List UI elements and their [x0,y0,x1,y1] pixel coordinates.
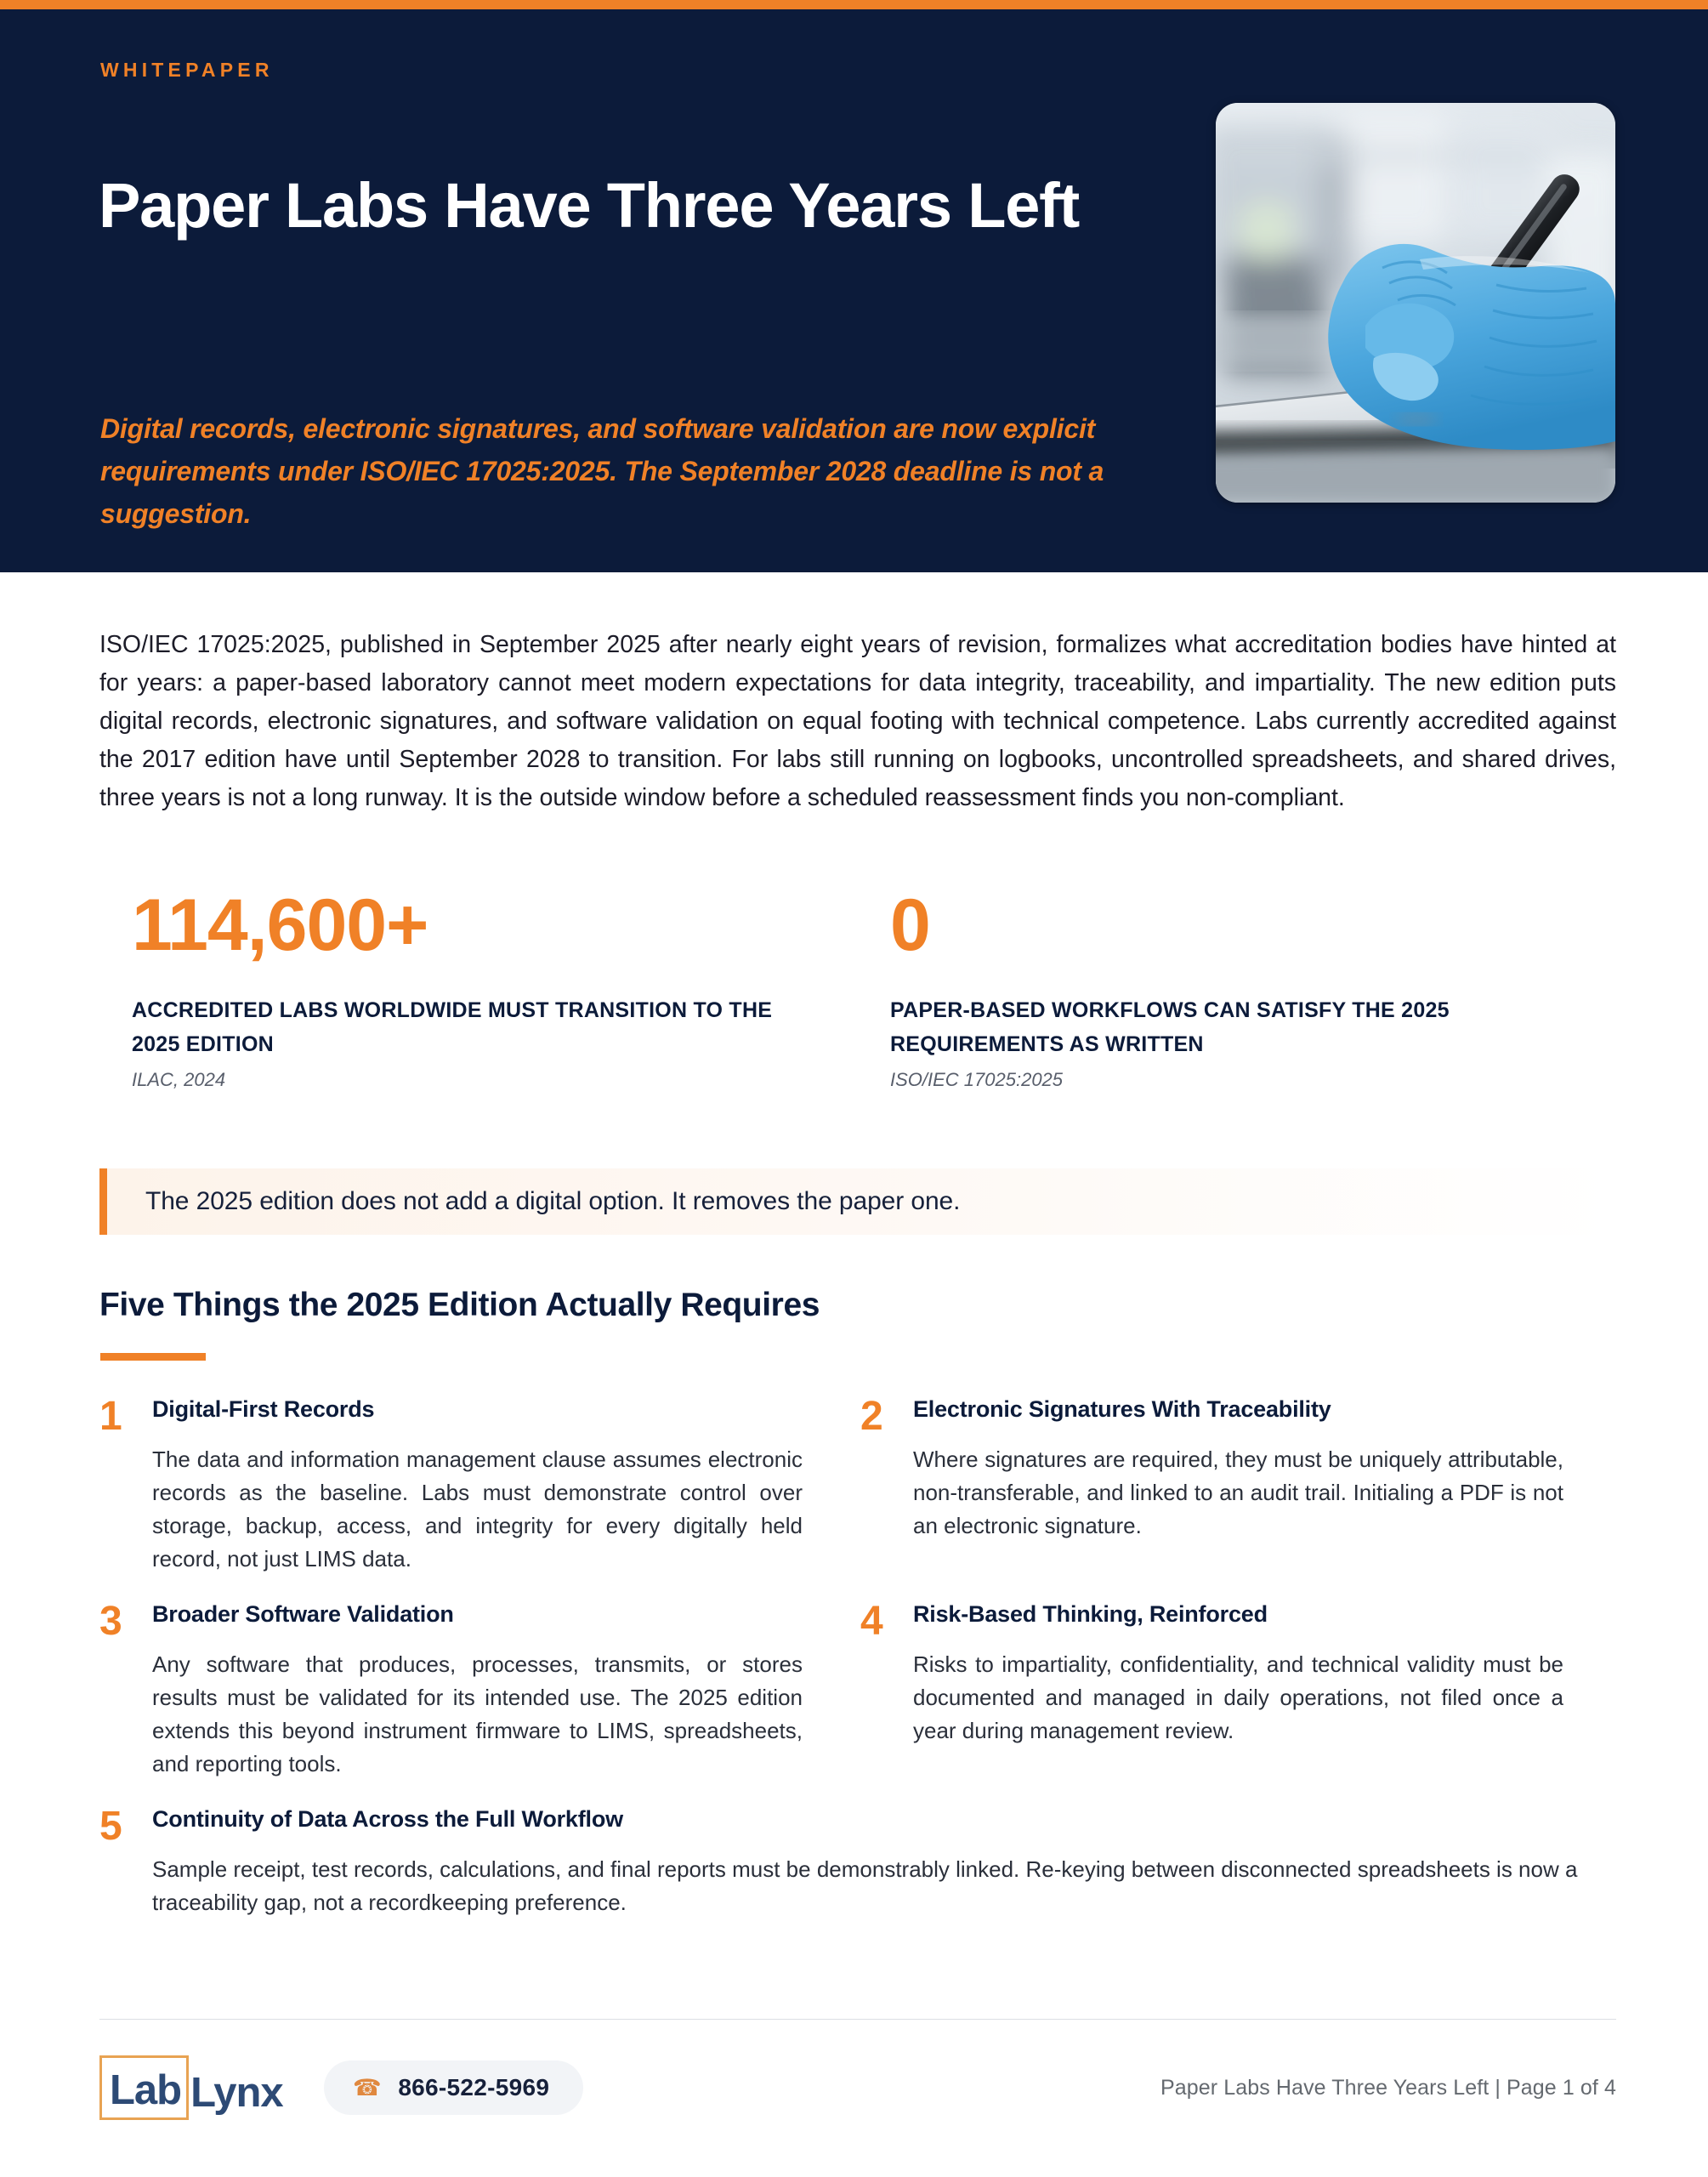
requirement-title: Digital-First Records [152,1396,375,1422]
top-accent-bar [0,0,1708,9]
requirement-item-3 [99,1600,860,1781]
requirements-grid [99,1395,1621,1919]
callout-text: The 2025 edition does not add a digital option. It removes the paper one. [145,1187,961,1215]
stat-label: PAPER-BASED WORKFLOWS CAN SATISFY THE 2025 REQUIREMENTS AS WRITTEN [890,998,1450,1056]
requirement-description: Where signatures are required, they must be uniquely attributable, non-transferable, and linked to an audit trail. Initialing a PDF is not an electronic signature. [913,1447,1563,1538]
requirements-row-3 [99,1805,1621,1919]
requirement-description: The data and information management clause assumes electronic records as the baseline. Labs must demonstrate control over storage, backup, access, and integrity for every digitally held record, not just LIMS data. [152,1447,803,1572]
stats-row [99,884,1616,1091]
requirement-item-5 [99,1805,1621,1919]
stat-value: 0 [890,884,930,966]
callout-box [99,1168,1616,1235]
page-footer [99,2041,1616,2134]
stat-block-1 [99,884,858,1091]
eyebrow-label: WHITEPAPER [100,59,274,81]
requirement-item-1 [99,1395,860,1576]
requirements-row-2 [99,1600,1621,1781]
requirement-description: Any software that produces, processes, transmits, or stores results must be validated for its intended use. The 2025 edition extends this beyond instrument firmware to LIMS, spreadsheets, and reporting tools. [152,1651,803,1776]
phone-number: 866-522-5969 [398,2074,550,2100]
section-heading: Five Things the 2025 Edition Actually Requires [99,1287,820,1323]
phone-icon: ☎ [352,2074,382,2100]
hero-header [0,9,1708,572]
requirement-title: Broader Software Validation [152,1601,454,1627]
requirement-number: 1 [99,1394,122,1439]
requirement-title: Electronic Signatures With Traceability [913,1396,1331,1422]
footer-divider [99,2019,1616,2020]
lablynx-logo[interactable] [99,2055,283,2120]
stat-source: ISO/IEC 17025:2025 [890,1069,1064,1090]
footer-meta: Paper Labs Have Three Years Left | Page 1 of 4 [1160,2075,1616,2100]
hero-photo [1216,103,1615,503]
stat-source: ILAC, 2024 [132,1069,226,1090]
stat-value: 114,600+ [132,884,428,966]
hero-subtitle: Digital records, electronic signatures, and software validation are now explicit requirements under ISO/IEC 17025:2025. The September 2028 deadline is not a suggestion. [100,413,1104,529]
requirement-number: 2 [860,1394,882,1439]
requirements-row-1 [99,1395,1621,1576]
logo-mark-box [99,2055,189,2120]
requirement-number: 5 [99,1804,122,1849]
logo-lab-text: Lab [110,2067,182,2113]
requirement-title: Continuity of Data Across the Full Workflow [152,1806,623,1832]
section-underline [100,1353,206,1361]
phone-button[interactable] [324,2060,584,2115]
requirement-number: 4 [860,1599,882,1644]
stat-block-2 [858,884,1616,1091]
requirement-number: 3 [99,1599,122,1644]
page-title: Paper Labs Have Three Years Left [99,170,1080,241]
logo-lynx-text: Lynx [190,2070,283,2116]
gloved-hand-signing-tablet-icon [1216,103,1615,503]
stat-label: ACCREDITED LABS WORLDWIDE MUST TRANSITION TO THE 2025 EDITION [132,998,773,1056]
intro-paragraph: ISO/IEC 17025:2025, published in September 2025 after nearly eight years of revision, formalizes what accreditation bodies have hinted at for years: a paper-based laboratory cannot meet modern expectations for data integrity, traceability, and impartiality. The new edition puts digital records, electronic signatures, and software validation on equal footing with technical competence. Labs currently accredited against the 2017 edition have until September 2028 to transition. For labs still running on logbooks, uncontrolled spreadsheets, and shared drives, three years is not a long runway. It is the outside window before a scheduled reassessment finds you non-compliant. [99,631,1616,811]
requirement-item-2 [860,1395,1621,1576]
requirement-description: Risks to impartiality, confidentiality, and technical validity must be documented and managed in daily operations, not filed once a year during management review. [913,1651,1563,1743]
requirement-description: Sample receipt, test records, calculations, and final reports must be demonstrably linked. Re-keying between disconnected spreadsheets is now a traceability gap, not a recordkeeping preference. [152,1856,1578,1915]
requirement-title: Risk-Based Thinking, Reinforced [913,1601,1268,1627]
requirement-item-4 [860,1600,1621,1781]
